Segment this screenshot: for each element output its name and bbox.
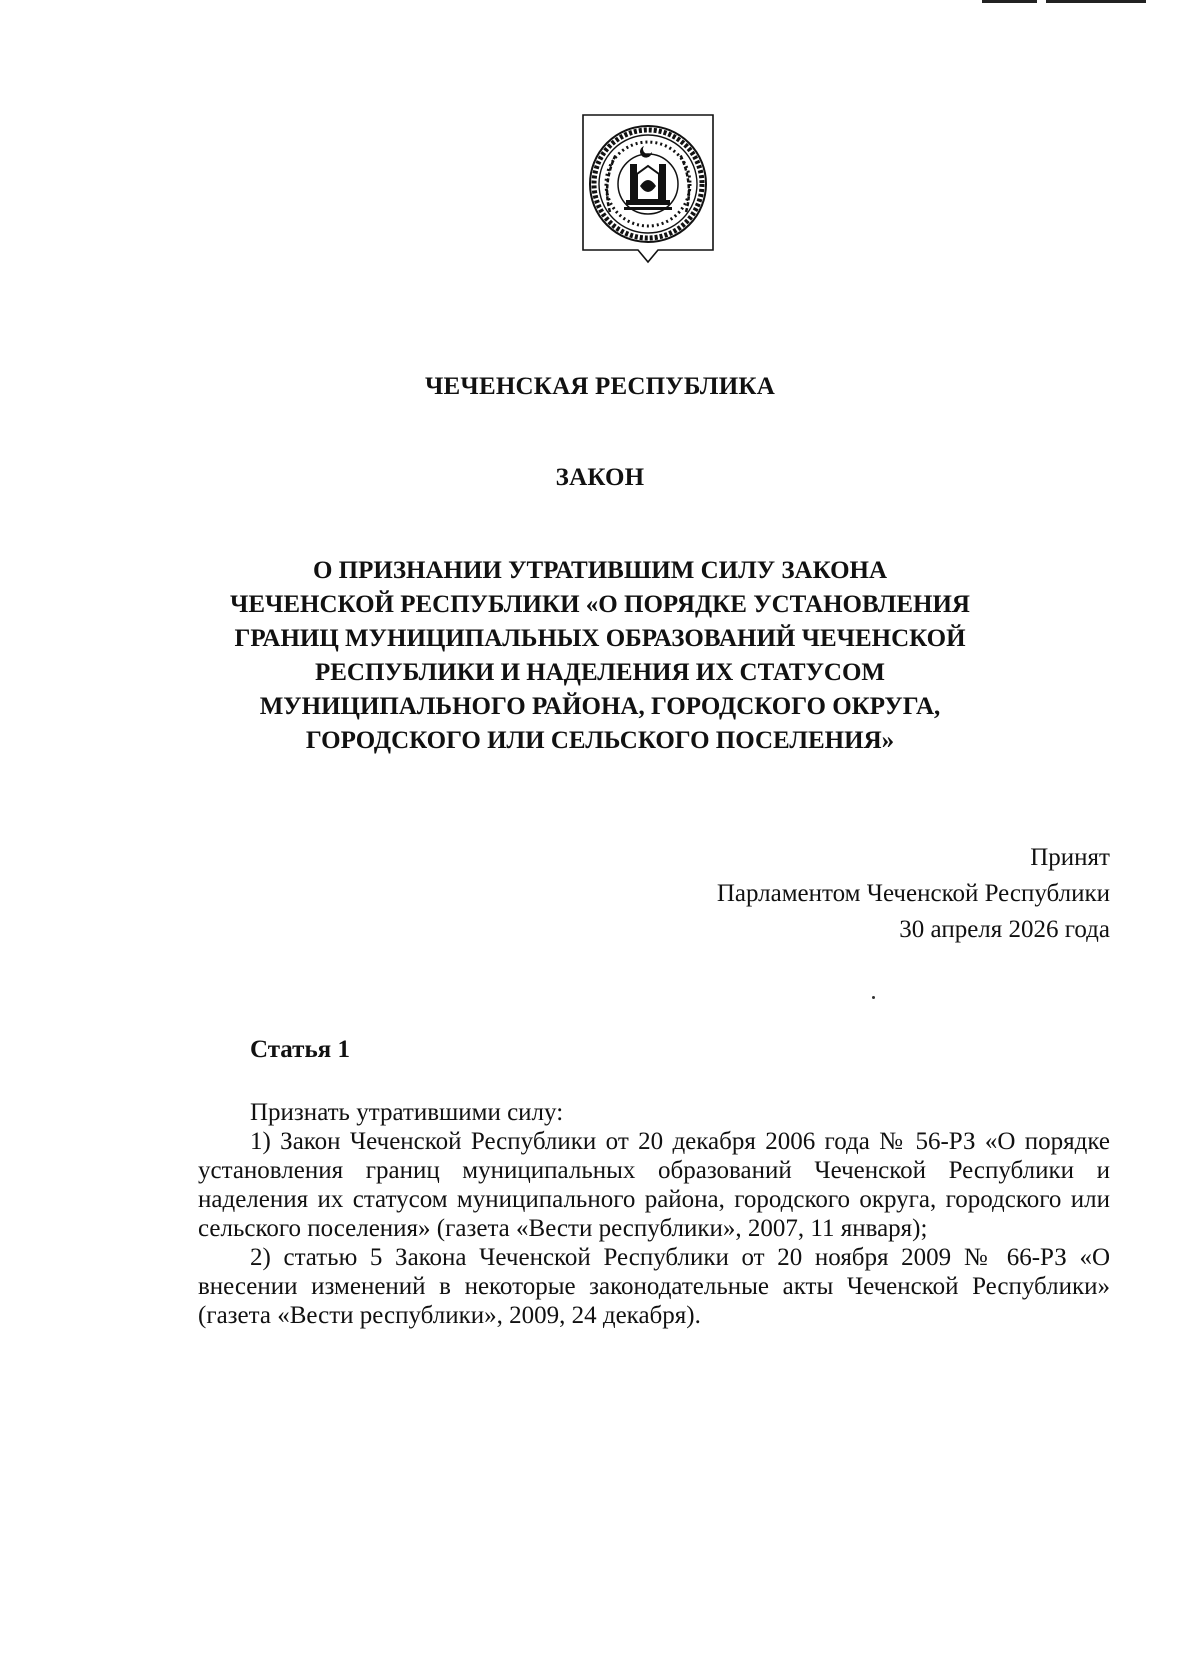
top-edge-rule-right (1046, 0, 1146, 3)
article-item-1: 1) Закон Чеченской Республики от 20 декабря 2006 года № 56-РЗ «О порядке установления границ муниципальных образований Чеченской Республики и наделения их статусом муниципального района, городского округа, городского или сельского поселения» (газета «Вести республики», 2007, 11 января); (198, 1128, 1110, 1242)
document-type-heading: ЗАКОН (555, 464, 645, 491)
article-body (198, 1098, 1110, 1330)
adoption-date: 30 апреля 2026 года (899, 916, 1110, 943)
coat-of-arms-emblem (580, 112, 716, 272)
article-intro: Признать утратившими силу: (250, 1099, 564, 1126)
article-heading: Статья 1 (250, 1036, 350, 1063)
republic-heading: ЧЕЧЕНСКАЯ РЕСПУБЛИКА (425, 373, 775, 400)
adoption-block (717, 840, 1110, 948)
adoption-body: Парламентом Чеченской Республики (716, 880, 1110, 907)
law-title-line: МУНИЦИПАЛЬНОГО РАЙОНА, ГОРОДСКОГО ОКРУГА, (259, 693, 941, 720)
top-edge-rule-left (982, 0, 1037, 3)
stray-mark (872, 996, 875, 999)
law-title (200, 554, 1000, 758)
law-title-line: ГРАНИЦ МУНИЦИПАЛЬНЫХ ОБРАЗОВАНИЙ ЧЕЧЕНСКОЙ (234, 625, 966, 652)
law-title-line: РЕСПУБЛИКИ И НАДЕЛЕНИЯ ИХ СТАТУСОМ (314, 659, 886, 686)
law-title-line: О ПРИЗНАНИИ УТРАТИВШИМ СИЛУ ЗАКОНА (312, 557, 888, 584)
law-title-line: ГОРОДСКОГО ИЛИ СЕЛЬСКОГО ПОСЕЛЕНИЯ» (305, 727, 895, 754)
law-title-line: ЧЕЧЕНСКОЙ РЕСПУБЛИКИ «О ПОРЯДКЕ УСТАНОВЛЕНИЯ (230, 591, 970, 618)
adoption-label: Принят (1030, 844, 1110, 871)
article-item-2: 2) статью 5 Закона Чеченской Республики от 20 ноября 2009 № 66-РЗ «О внесении изменений в некоторые законодательные акты Чеченской Республики» (газета «Вести республики», 2009, 24 декабря). (198, 1244, 1110, 1329)
